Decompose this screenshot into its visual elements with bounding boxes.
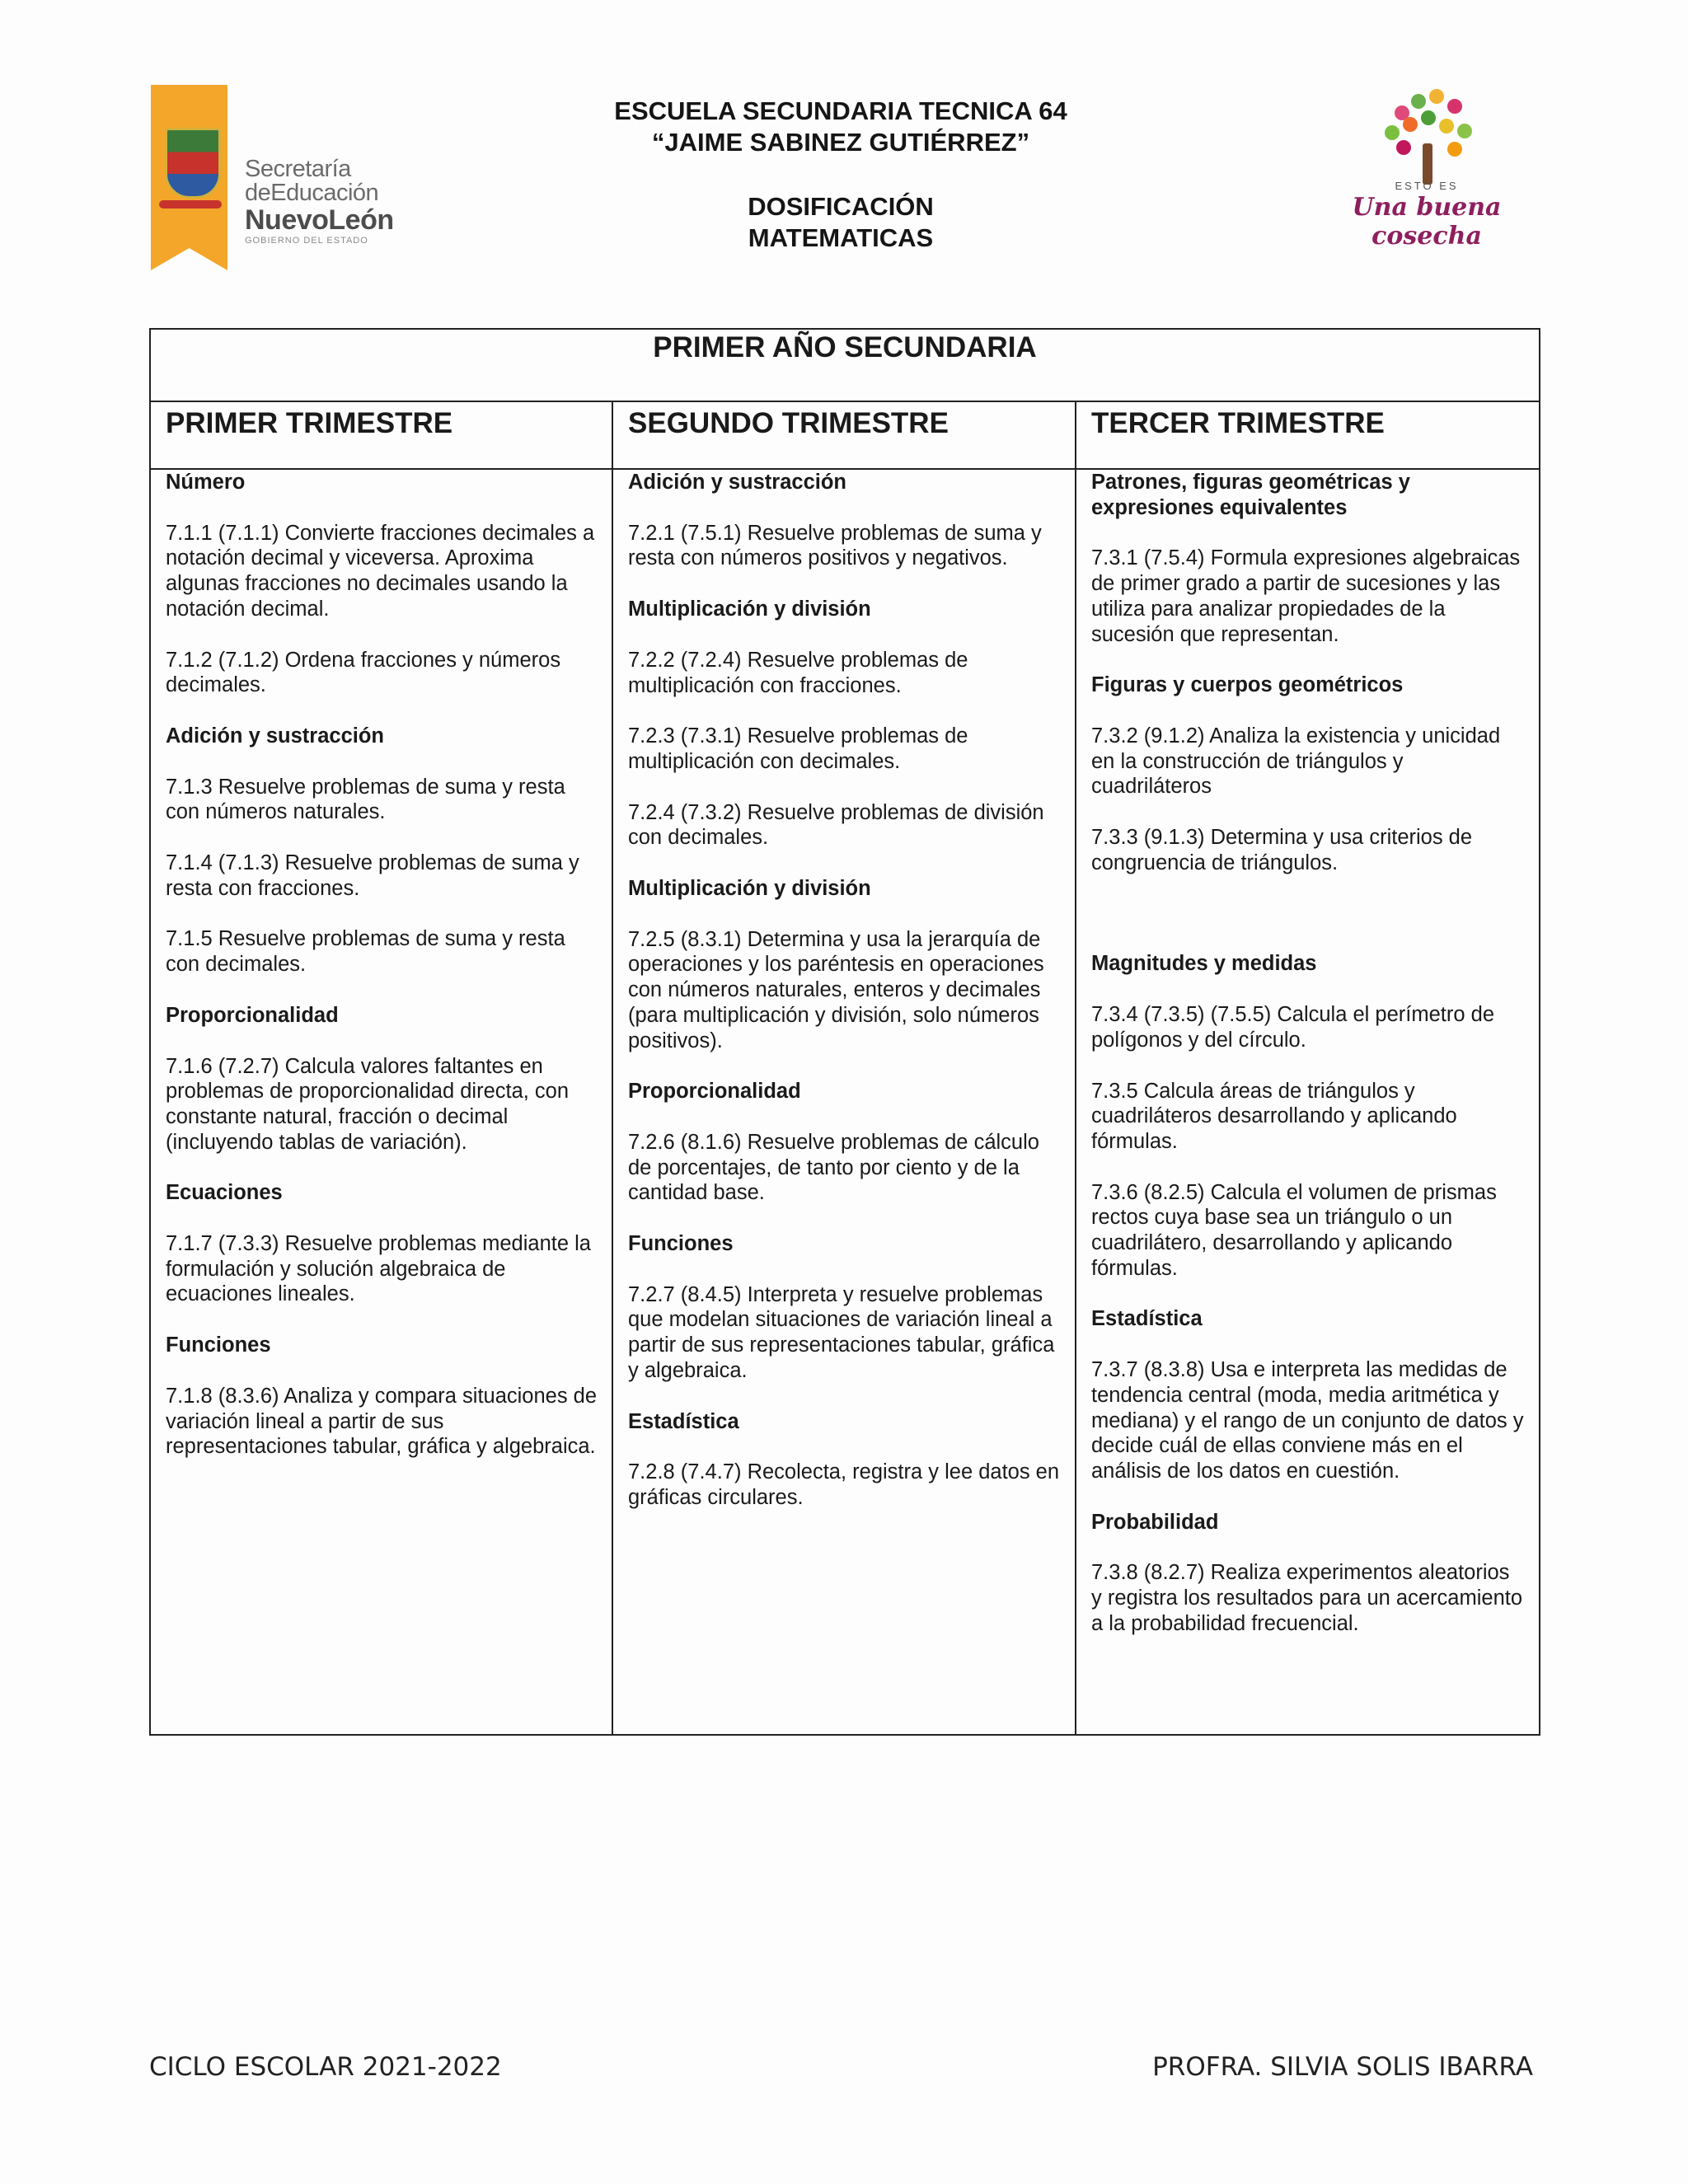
column-divider (1075, 401, 1076, 1734)
learning-objective: 7.2.4 (7.3.2) Resuelve problemas de división con decimales. (628, 800, 1044, 850)
learning-objective: 7.3.1 (7.5.4) Formula expresiones algebraicas de primer grado a partir de sucesiones y las utiliza para analizar propiedades de la sucesión que representan. (1091, 546, 1521, 646)
learning-objective: 7.2.7 (8.4.5) Interpreta y resuelve problemas que modelan situaciones de variación lineal a partir de sus representaciones tabular, gráfica y algebraica. (628, 1282, 1055, 1382)
column-primer-trimestre (151, 470, 612, 1734)
school-name: ESCUELA SECUNDARIA TECNICA 64 (614, 96, 1067, 125)
section-heading: Adición y sustracción (628, 471, 846, 494)
column-header-primer-trimestre: PRIMER TRIMESTRE (151, 401, 612, 470)
learning-objective: 7.1.5 Resuelve problemas de suma y resta con decimales. (166, 927, 565, 977)
logo-slogan: Una buena cosecha (1352, 193, 1502, 251)
section-heading: Número (166, 471, 246, 494)
logo-line-gobierno: GOBIERNO DEL ESTADO (245, 236, 368, 246)
section-heading: Probabilidad (1091, 1510, 1219, 1534)
section-heading: Figuras y cuerpos geométricos (1091, 673, 1404, 697)
dosificacion-table (149, 328, 1540, 1736)
coat-of-arms-ribbon (159, 200, 222, 209)
section-heading: Proporcionalidad (628, 1080, 801, 1104)
learning-objective: 7.3.5 Calcula áreas de triángulos y cuadriláteros desarrollando y aplicando fórmulas. (1091, 1079, 1457, 1153)
column-segundo-trimestre (613, 470, 1076, 1734)
learning-objective: 7.1.6 (7.2.7) Calcula valores faltantes en problemas de proporcionalidad directa, con constante natural, fracción o decimal (incluyendo tablas de variación). (166, 1054, 570, 1154)
learning-objective: 7.1.1 (7.1.1) Convierte fracciones decimales a notación decimal y viceversa. Aproxima algunas fracciones no decimales usando la notación decimal. (166, 521, 595, 621)
section-heading: Magnitudes y medidas (1091, 952, 1317, 976)
section-heading: Proporcionalidad (166, 1003, 339, 1027)
secretaria-educacion-logo (151, 85, 394, 270)
learning-objective: 7.1.3 Resuelve problemas de suma y resta con números naturales. (166, 775, 565, 824)
section-heading: Funciones (628, 1232, 734, 1256)
section-heading: Multiplicación y división (628, 877, 871, 901)
learning-objective: 7.3.3 (9.1.3) Determina y usa criterios de congruencia de triángulos. (1091, 826, 1473, 874)
column-header-tercer-trimestre: TERCER TRIMESTRE (1076, 401, 1539, 470)
learning-objective: 7.3.2 (9.1.2) Analiza la existencia y unicidad en la construcción de triángulos y cuadriláteros (1091, 724, 1501, 799)
section-heading: Estadística (1091, 1307, 1203, 1331)
learning-objective: 7.3.7 (8.3.8) Usa e interpreta las medidas de tendencia central (moda, media aritmética y mediana) y el rango de un conjunto de datos y decide cuál de ellas conviene más en el análisis de los datos en cuestión. (1091, 1358, 1524, 1483)
logo-line-educacion: deEducación (245, 180, 379, 206)
learning-objective: 7.2.8 (7.4.7) Recolecta, registra y lee datos en gráficas circulares. (628, 1460, 1060, 1509)
learning-objective: 7.2.1 (7.5.1) Resuelve problemas de suma y resta con números positivos y negativos. (628, 521, 1042, 570)
section-heading: Estadística (628, 1409, 739, 1433)
coat-of-arms-icon (165, 128, 221, 199)
learning-objective: 7.3.4 (7.3.5) (7.5.5) Calcula el perímetro de polígonos y del círculo. (1091, 1003, 1494, 1052)
learning-objective: 7.2.6 (8.1.6) Resuelve problemas de cálculo de porcentajes, de tanto por ciento y de la cantidad base. (628, 1130, 1039, 1205)
learning-objective: 7.3.6 (8.2.5) Calcula el volumen de prismas rectos cuya base sea un triángulo o un cuadrilátero, desarrollando y aplicando fórmulas. (1091, 1180, 1497, 1280)
footer-teacher: PROFRA. SILVIA SOLIS IBARRA (1152, 2052, 1533, 2082)
section-heading: Patrones, figuras geométricas y expresiones equivalentes (1091, 471, 1410, 519)
learning-objective: 7.1.8 (8.3.6) Analiza y compara situaciones de variación lineal a partir de sus representaciones tabular, gráfica y algebraica. (166, 1384, 598, 1459)
section-heading: Ecuaciones (166, 1181, 283, 1205)
spacer (1091, 901, 1526, 926)
tree-icon (1423, 143, 1432, 185)
column-tercer-trimestre (1076, 470, 1539, 1734)
learning-objective: 7.2.3 (7.3.1) Resuelve problemas de multiplicación con decimales. (628, 724, 968, 773)
section-heading: Funciones (166, 1333, 271, 1357)
document-type: DOSIFICACIÓN (748, 192, 934, 221)
buena-cosecha-logo (1315, 89, 1538, 251)
logo-line-secretaria: Secretaría (245, 156, 351, 182)
column-header-segundo-trimestre: SEGUNDO TRIMESTRE (613, 401, 1076, 470)
learning-objective: 7.2.2 (7.2.4) Resuelve problemas de multiplicación con fracciones. (628, 648, 968, 697)
table-title: PRIMER AÑO SECUNDARIA (653, 331, 1037, 363)
learning-objective: 7.1.4 (7.1.3) Resuelve problemas de suma y resta con fracciones. (166, 851, 579, 900)
document-header (519, 96, 1162, 254)
section-heading: Multiplicación y división (628, 598, 871, 621)
document-subject: MATEMATICAS (748, 223, 934, 252)
learning-objective: 7.1.2 (7.1.2) Ordena fracciones y números decimales. (166, 648, 561, 697)
learning-objective: 7.2.5 (8.3.1) Determina y usa la jerarquía de operaciones y los paréntesis en operaciones con números naturales, enteros y decimales (para multiplicación y división, solo números positivos). (628, 927, 1044, 1052)
logo-line-nuevo-leon: NuevoLeón (245, 204, 394, 236)
footer-school-year: CICLO ESCOLAR 2021-2022 (149, 2052, 502, 2082)
school-honoree: “JAIME SABINEZ GUTIÉRREZ” (651, 128, 1030, 157)
learning-objective: 7.1.7 (7.3.3) Resuelve problemas mediante la formulación y solución algebraica de ecuaciones lineales. (166, 1232, 591, 1306)
section-heading: Adición y sustracción (166, 724, 384, 748)
column-divider (612, 401, 613, 1734)
learning-objective: 7.3.8 (8.2.7) Realiza experimentos aleatorios y registra los resultados para un acercamiento a la probabilidad frecuencial. (1091, 1561, 1523, 1635)
secretaria-wordmark (245, 157, 394, 246)
table-title-row (151, 330, 1539, 402)
logo-esto-es: ESTO ES (1395, 180, 1459, 192)
